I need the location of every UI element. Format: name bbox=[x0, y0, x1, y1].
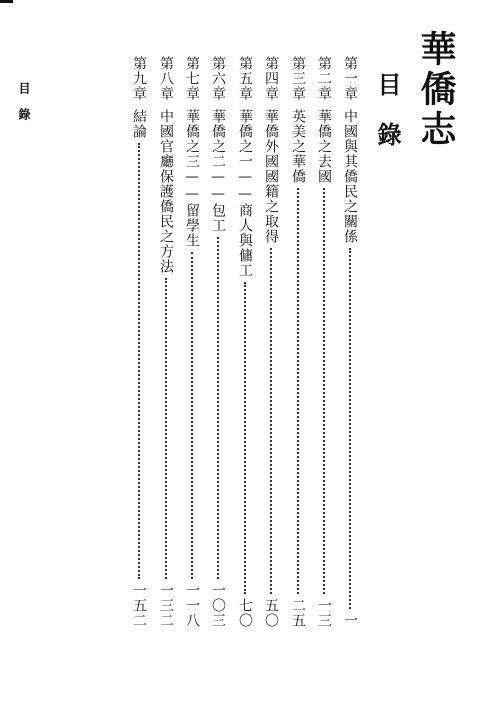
dot-leader bbox=[349, 248, 351, 609]
running-head-title: 目錄 bbox=[17, 82, 31, 134]
page-number: 一五二 bbox=[131, 583, 147, 628]
chapter-title: 中國官廳保護僑民之方法 bbox=[158, 109, 174, 274]
toc-entry-2 bbox=[312, 56, 336, 628]
dot-leader bbox=[138, 143, 140, 579]
chapter-number: 第四章 bbox=[263, 56, 279, 101]
page-number: 一三 bbox=[316, 598, 332, 628]
chapter-title: 中國與其僑民之關係 bbox=[342, 109, 358, 244]
chapter-title: 華僑外國國籍之取得 bbox=[263, 109, 279, 244]
page-number: 一 bbox=[342, 613, 358, 628]
toc-entry-9 bbox=[127, 56, 151, 628]
page-number: 七〇 bbox=[237, 598, 253, 628]
toc-entry-4 bbox=[259, 56, 283, 628]
chapter-number: 第三章 bbox=[290, 56, 306, 101]
toc-entry-3 bbox=[286, 56, 310, 628]
chapter-title: 華僑之三——留學生 bbox=[184, 109, 200, 248]
folio-page-number bbox=[0, 0, 13, 3]
chapter-title: 華僑之二——包工 bbox=[210, 109, 226, 233]
toc-entry-8 bbox=[154, 56, 178, 628]
chapter-number: 第一章 bbox=[342, 56, 358, 101]
chapter-number: 第五章 bbox=[237, 56, 253, 101]
page-number: 五〇 bbox=[263, 598, 279, 628]
toc-entry-1 bbox=[338, 56, 362, 628]
chapter-title: 華僑之一——商人與傭工 bbox=[237, 109, 253, 278]
toc-entry-6 bbox=[206, 56, 230, 628]
toc-entry-7 bbox=[180, 56, 204, 628]
chapter-number: 第八章 bbox=[158, 56, 174, 101]
dot-leader bbox=[244, 282, 246, 594]
chapter-number: 第二章 bbox=[316, 56, 332, 101]
chapter-title: 英美之華僑 bbox=[290, 109, 306, 184]
page-number: 一〇三 bbox=[210, 583, 226, 628]
toc-heading: 目錄 bbox=[373, 72, 402, 172]
chapter-title: 華僑之去國 bbox=[316, 109, 332, 184]
dot-leader bbox=[270, 248, 272, 594]
chapter-title: 結論 bbox=[131, 109, 147, 139]
dot-leader bbox=[323, 188, 325, 594]
page-number: 二五 bbox=[290, 598, 306, 628]
dot-leader bbox=[297, 188, 299, 594]
chapter-number: 第九章 bbox=[131, 56, 147, 101]
chapter-number: 第六章 bbox=[210, 56, 226, 101]
chapter-number: 第七章 bbox=[184, 56, 200, 101]
page-number: 一三二 bbox=[158, 583, 174, 628]
dot-leader bbox=[165, 278, 167, 579]
page-number: 一一八 bbox=[184, 583, 200, 628]
dot-leader bbox=[191, 252, 193, 579]
dot-leader bbox=[217, 237, 219, 579]
book-title: 華僑志 bbox=[415, 30, 457, 150]
toc-entry-5 bbox=[233, 56, 257, 628]
